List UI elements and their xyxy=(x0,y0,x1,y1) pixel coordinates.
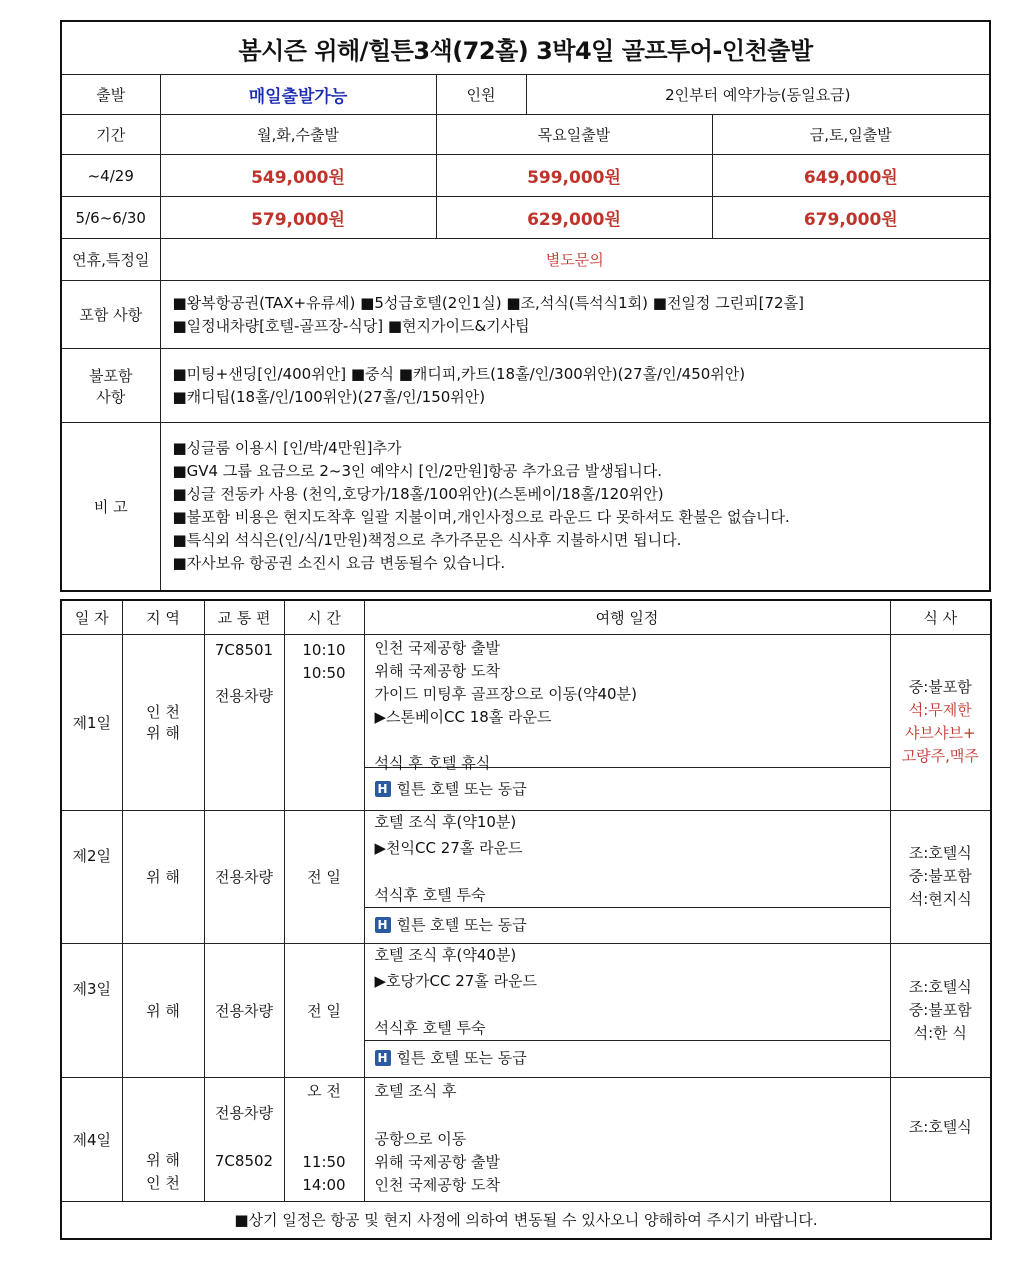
hotel-name: 힐튼 호텔 또는 동급 xyxy=(396,1048,527,1067)
people-label: 인원 xyxy=(436,75,526,115)
schedule-row xyxy=(61,943,991,1077)
itinerary-cell xyxy=(364,943,890,1077)
meal-cell: 조:호텔식 xyxy=(890,1077,991,1201)
itinerary-line: 호텔 조식 후(약10분) xyxy=(374,812,517,831)
region-cell xyxy=(122,1077,204,1201)
meal-item: 중:불포함 xyxy=(908,867,972,885)
period-col-3: 금,토,일출발 xyxy=(712,115,990,155)
time-value: 14:00 xyxy=(302,1175,346,1194)
day-label: 제3일 xyxy=(61,943,122,1077)
page-title: 봄시즌 위해/힐튼3색(72홀) 3박4일 골프투어-인천출발 xyxy=(61,21,990,75)
hotel-name: 힐튼 호텔 또는 동급 xyxy=(396,915,527,934)
hotel-line xyxy=(365,908,890,942)
schedule-row xyxy=(61,1077,991,1201)
flight-code: 7C8501 xyxy=(214,640,274,659)
meal-item: 샤브샤브+ xyxy=(904,724,976,742)
itinerary-cell xyxy=(364,810,890,943)
hotel-icon: H xyxy=(375,1050,391,1066)
itinerary-line: 인천 국제공항 도착 xyxy=(374,1175,500,1194)
itinerary-line: 인천 국제공항 출발 xyxy=(374,638,500,657)
itinerary-line xyxy=(365,729,890,752)
itinerary-line: ▶천익CC 27홀 라운드 xyxy=(374,838,523,857)
note-line: ■자사보유 항공권 소진시 요금 변동될수 있습니다. xyxy=(172,554,506,573)
day-label: 제2일 xyxy=(61,810,122,943)
itinerary-line: ▶호당가CC 27홀 라운드 xyxy=(374,971,538,990)
header-region: 지 역 xyxy=(122,600,204,634)
flight-code: 7C8502 xyxy=(214,1151,274,1170)
itinerary-line xyxy=(365,1103,890,1128)
excluded-line: ■미팅+샌딩[인/400위안] ■중식 ■캐디피,카트(18홀/인/300위안)(27홀/인/450위안) xyxy=(172,364,746,383)
time-value: 전 일 xyxy=(284,943,364,1077)
itinerary-line: 호텔 조식 후 xyxy=(374,1081,457,1100)
schedule-table xyxy=(60,599,992,1240)
meal-item: 석:한 식 xyxy=(913,1023,967,1042)
excluded-label xyxy=(61,349,160,423)
itinerary-line: 위해 국제공항 도착 xyxy=(374,661,500,680)
included-line: ■왕복항공권(TAX+유류세) ■5성급호텔(2인1실) ■조,석식(특석식1회) ■전일정 그린피[72홀] xyxy=(172,293,804,312)
region-cell xyxy=(122,634,204,810)
region-name: 인 천 xyxy=(146,703,180,721)
holiday-label: 연휴,특정일 xyxy=(61,239,160,281)
header-transport: 교 통 편 xyxy=(204,600,284,634)
included-list xyxy=(160,281,990,349)
header-itinerary: 여행 일정 xyxy=(364,600,890,634)
meal-cell xyxy=(890,634,991,810)
price-value: 599,000원 xyxy=(436,155,712,197)
people-value: 2인부터 예약가능(동일요금) xyxy=(526,75,990,115)
included-line: ■일정내차량[호텔-골프장-식당] ■현지가이드&기사팁 xyxy=(172,316,530,335)
region-name: 위 해 xyxy=(146,1150,180,1169)
price-value: 549,000원 xyxy=(160,155,436,197)
meal-item: 중:불포함 xyxy=(908,1000,972,1019)
itinerary-line: 석식후 호텔 투숙 xyxy=(374,1018,486,1037)
header-time: 시 간 xyxy=(284,600,364,634)
day-label: 제4일 xyxy=(61,1077,122,1201)
time-cell xyxy=(284,634,364,810)
hotel-line xyxy=(365,1041,890,1076)
period-label: 기간 xyxy=(61,115,160,155)
time-value: 11:50 xyxy=(302,1152,346,1171)
hotel-name: 힐튼 호텔 또는 동급 xyxy=(396,779,527,798)
itinerary-line: 석식 후 호텔 휴식 xyxy=(374,753,491,772)
footer-note: ■상기 일정은 항공 및 현지 사정에 의하여 변동될 수 있사오니 양해하여 주시기 바랍니다. xyxy=(61,1201,991,1239)
header-day: 일 자 xyxy=(61,600,122,634)
header-meal: 식 사 xyxy=(890,600,991,634)
price-value: 679,000원 xyxy=(712,197,990,239)
time-value: 전 일 xyxy=(284,810,364,943)
note-line: ■특식외 석식은(인/식/1만원)책정으로 추가주문은 식사후 지불하시면 됩니다. xyxy=(172,531,682,550)
itinerary-line: 석식후 호텔 투숙 xyxy=(374,885,486,904)
note-line: ■불포함 비용은 현지도착후 일괄 지불이며,개인사정으로 라운드 다 못하셔도 환불은 없습니다. xyxy=(172,508,790,527)
meal-item: 조:호텔식 xyxy=(908,977,972,996)
meal-cell xyxy=(890,810,991,943)
departure-value: 매일출발가능 xyxy=(160,75,436,115)
itinerary-cell xyxy=(364,634,890,810)
excluded-list xyxy=(160,349,990,423)
time-value: 10:10 xyxy=(302,640,346,659)
transport-type: 전용차량 xyxy=(204,943,284,1077)
schedule-row xyxy=(61,634,991,810)
price-value: 579,000원 xyxy=(160,197,436,239)
region-cell: 위 해 xyxy=(122,943,204,1077)
notes-list xyxy=(160,423,990,591)
hotel-icon: H xyxy=(375,781,391,797)
transport-cell xyxy=(204,634,284,810)
transport-type: 전용차량 xyxy=(215,1103,273,1122)
meal-cell xyxy=(890,943,991,1077)
excluded-label-line: 사항 xyxy=(96,387,126,406)
region-name: 인 천 xyxy=(146,1173,180,1192)
meal-item: 고량주,맥주 xyxy=(901,747,979,765)
time-value: 10:50 xyxy=(302,663,346,682)
departure-label: 출발 xyxy=(61,75,160,115)
itinerary-line xyxy=(365,862,890,884)
day-label: 제1일 xyxy=(61,634,122,810)
note-line: ■GV4 그룹 요금으로 2~3인 예약시 [인/2만원]항공 추가요금 발생됩니다. xyxy=(172,462,662,481)
transport-cell xyxy=(204,1077,284,1201)
hotel-line xyxy=(365,768,890,810)
region-cell: 위 해 xyxy=(122,810,204,943)
price-value: 629,000원 xyxy=(436,197,712,239)
time-value: 오 전 xyxy=(307,1081,341,1100)
itinerary-cell xyxy=(364,1077,890,1201)
price-table xyxy=(60,20,991,592)
transport-type: 전용차량 xyxy=(204,810,284,943)
note-line: ■싱글 전동카 사용 (천익,호당가/18홀/100위안)(스톤베이/18홀/120위안) xyxy=(172,485,664,504)
time-cell xyxy=(284,1077,364,1201)
itinerary-line xyxy=(365,995,890,1017)
itinerary-line: 호텔 조식 후(약40분) xyxy=(374,945,517,964)
price-value: 649,000원 xyxy=(712,155,990,197)
hotel-icon: H xyxy=(375,917,391,933)
itinerary-line: 가이드 미팅후 골프장으로 이동(약40분) xyxy=(374,684,637,703)
meal-item: 석:현지식 xyxy=(908,890,972,908)
period-col-1: 월,화,수출발 xyxy=(160,115,436,155)
transport-type: 전용차량 xyxy=(215,686,273,705)
region-name: 위 해 xyxy=(146,724,180,742)
meal-item: 조:호텔식 xyxy=(908,844,972,862)
holiday-value: 별도문의 xyxy=(160,239,990,281)
price-period: 5/6~6/30 xyxy=(61,197,160,239)
itinerary-line: 위해 국제공항 출발 xyxy=(374,1152,500,1171)
meal-item: 중:불포함 xyxy=(908,678,972,696)
included-label: 포함 사항 xyxy=(61,281,160,349)
excluded-label-line: 불포함 xyxy=(89,366,133,385)
itinerary-line: ▶스톤베이CC 18홀 라운드 xyxy=(374,707,552,726)
meal-item: 석:무제한 xyxy=(908,701,972,719)
itinerary-line: 공항으로 이동 xyxy=(374,1129,467,1148)
period-col-2: 목요일출발 xyxy=(436,115,712,155)
excluded-line: ■캐디팁(18홀/인/100위안)(27홀/인/150위안) xyxy=(172,387,486,406)
notes-label: 비 고 xyxy=(61,423,160,591)
note-line: ■싱글룸 이용시 [인/박/4만원]추가 xyxy=(172,439,402,458)
price-period: ~4/29 xyxy=(61,155,160,197)
schedule-row xyxy=(61,810,991,943)
